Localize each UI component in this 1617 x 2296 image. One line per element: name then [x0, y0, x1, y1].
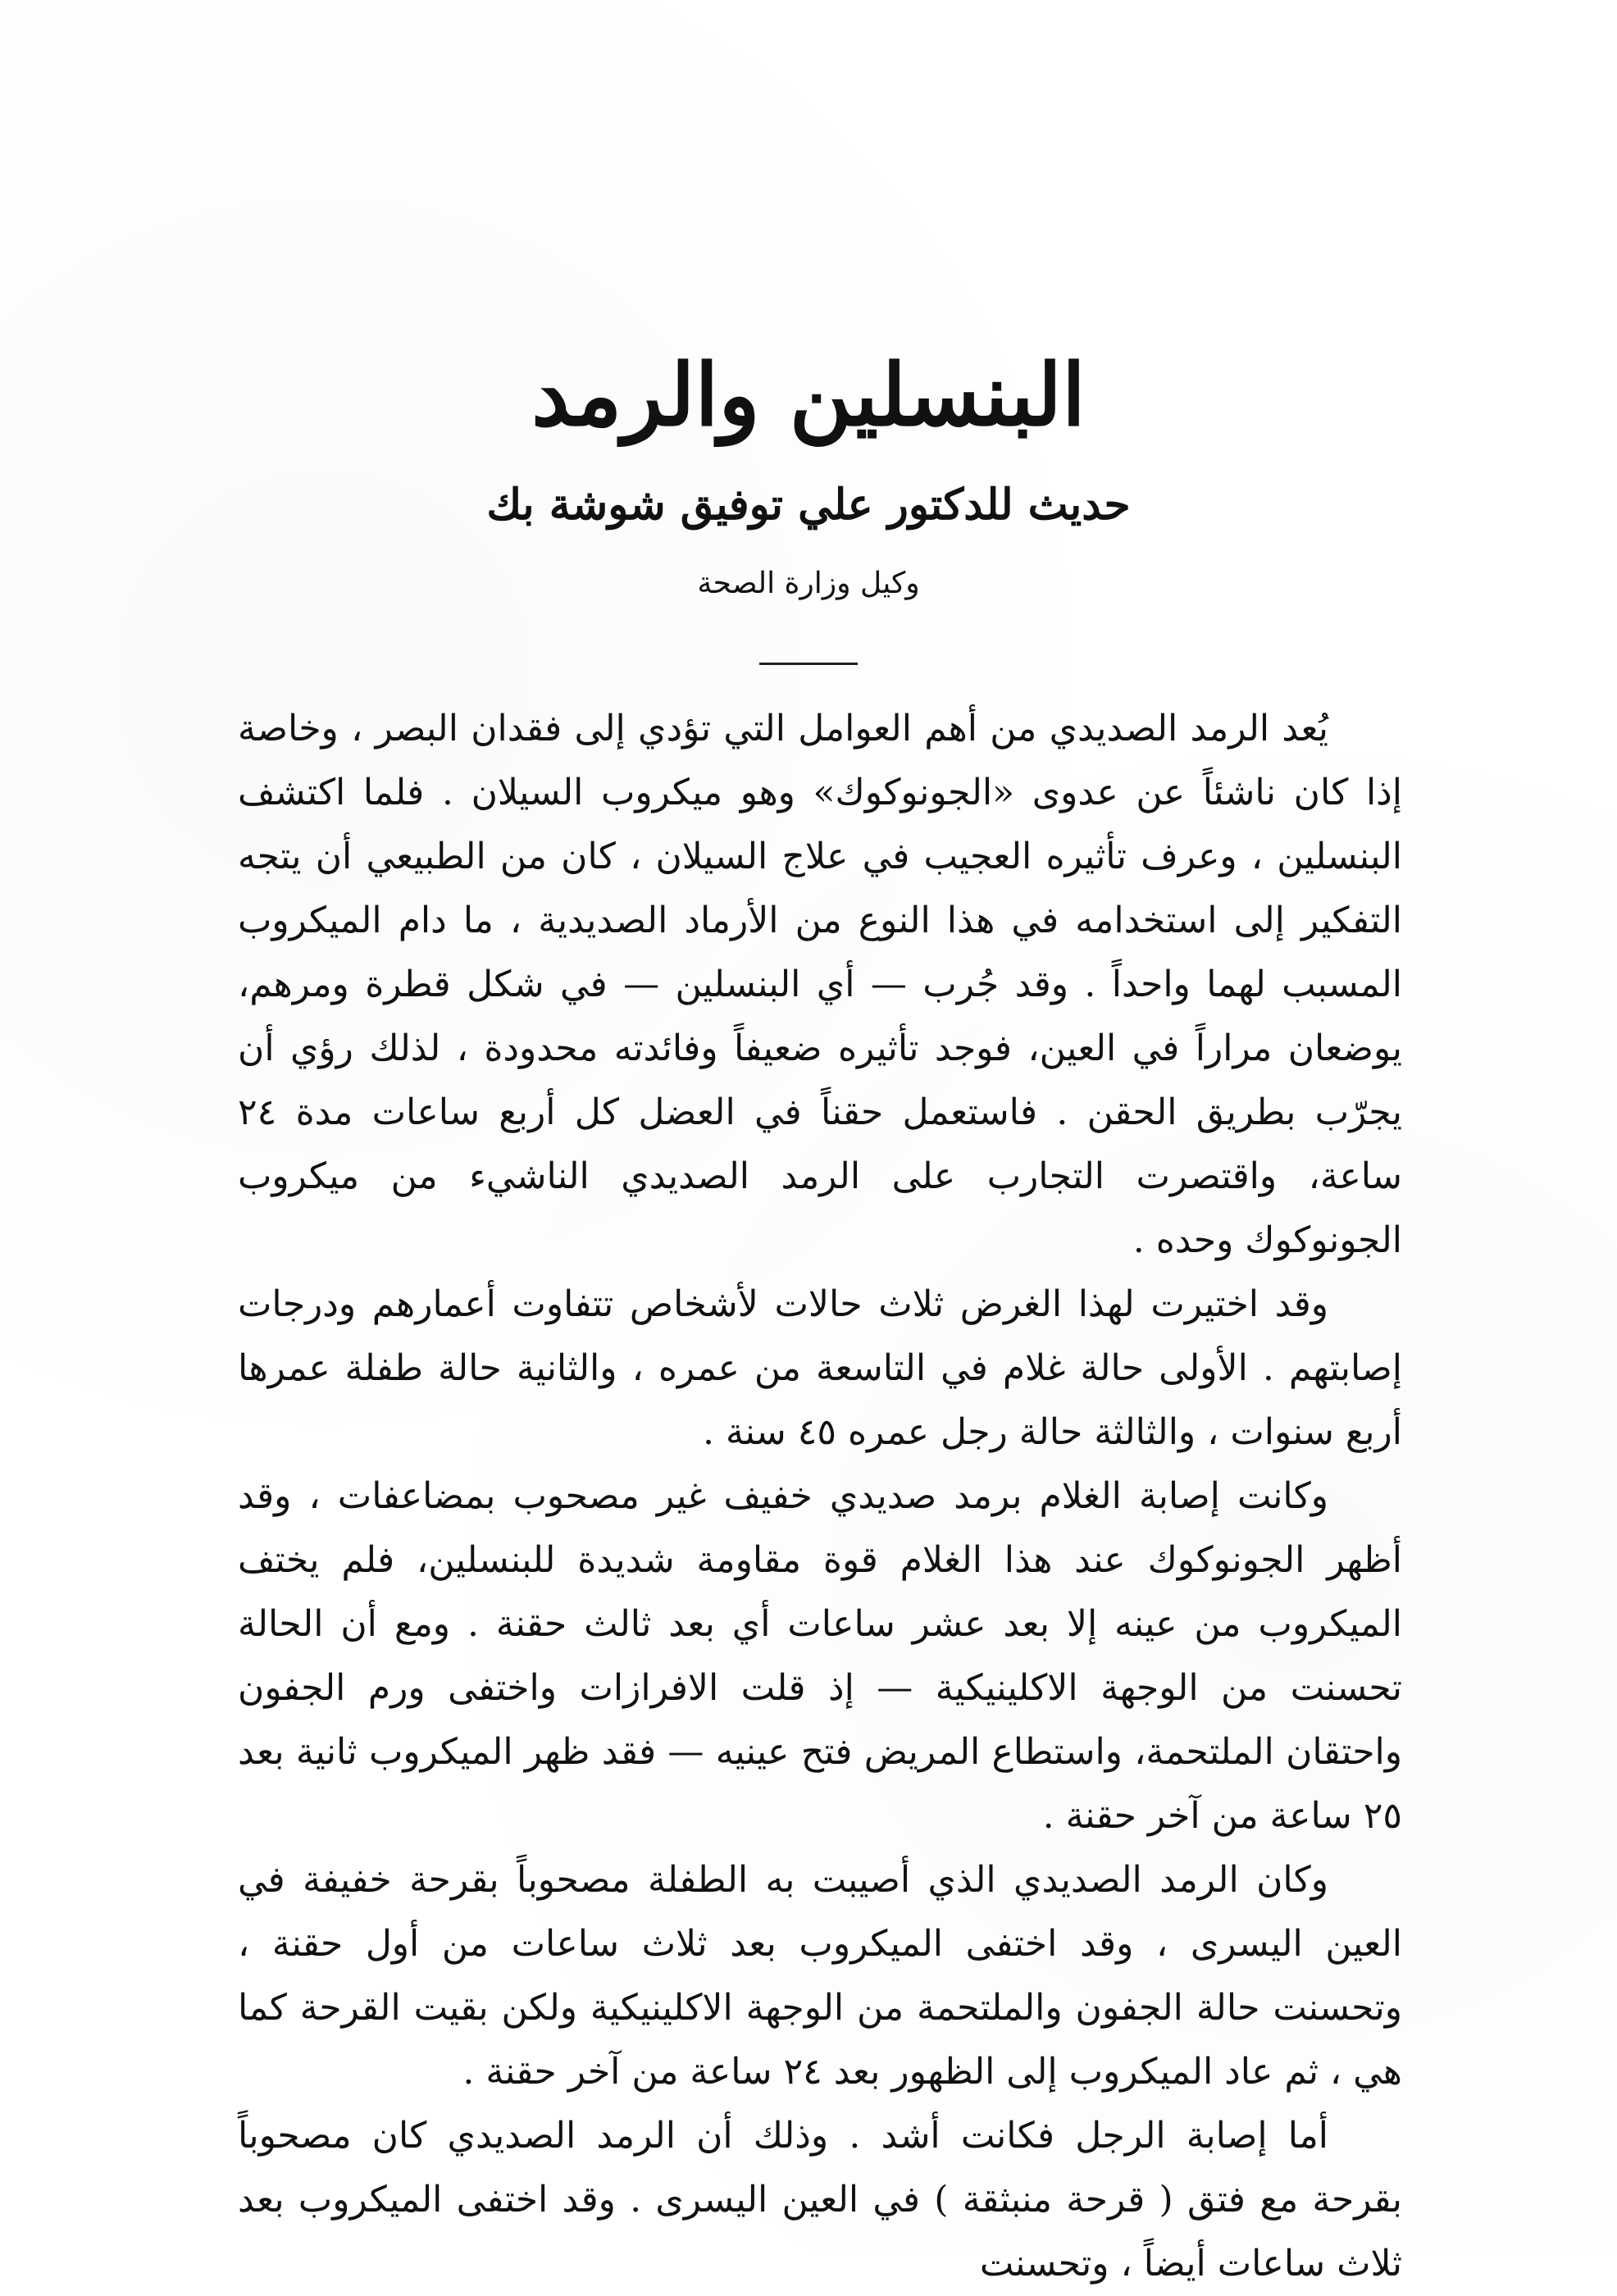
paragraph: وكانت إصابة الغلام برمد صديدي خفيف غير مصحوب بمضاعفات ، وقد أظهر الجونوكوك عند هذا الغلام قوة مقاومة شديدة للبنسلين، فلم يختف الميكروب من عينه إلا بعد عشر ساعات أي بعد ثالث حقنة . ومع أن الحالة تحسنت من الوجهة الاكلينيكية — إذ قلت الافرازات واختفى ورم الجفون واحتقان الملتحمة، واستطاع المريض فتح عينيه — فقد ظهر الميكروب ثانية بعد ٢٥ ساعة من آخر حقنة .: [238, 1475, 1402, 1837]
paragraph: وكان الرمد الصديدي الذي أصيبت به الطفلة مصحوباً بقرحة خفيفة في العين اليسرى ، وقد اختفى الميكروب بعد ثلاث ساعات من أول حقنة ، وتحسنت حالة الجفون والملتحمة من الوجهة الاكلينيكية ولكن بقيت القرحة كما هي ، ثم عاد الميكروب إلى الظهور بعد ٢٤ ساعة من آخر حقنة .: [238, 1859, 1402, 2093]
document-subtitle: حديث للدكتور علي توفيق شوشة بك: [486, 480, 1131, 530]
document-title: البنسلين والرمد: [531, 344, 1086, 445]
paragraph: وقد اختيرت لهذا الغرض ثلاث حالات لأشخاص تتفاوت أعمارهم ودرجات إصابتهم . الأولى حالة غلام في التاسعة من عمره ، والثانية حالة طفلة عمرها أربع سنوات ، والثالثة حالة رجل عمره ٤٥ سنة .: [238, 1283, 1402, 1453]
paragraph: يُعد الرمد الصديدي من أهم العوامل التي تؤدي إلى فقدان البصر ، وخاصة إذا كان ناشئاً عن عدوى «الجونوكوك» وهو ميكروب السيلان . فلما اكتشف البنسلين ، وعرف تأثيره العجيب في علاج السيلان ، كان من الطبيعي أن يتجه التفكير إلى استخدامه في هذا النوع من الأرماد الصديدية ، ما دام الميكروب المسبب لهما واحداً . وقد جُرب — أي البنسلين — في شكل قطرة ومرهم، يوضعان مراراً في العين، فوجد تأثيره ضعيفاً وفائدته محدودة ، لذلك رؤي أن يجرّب بطريق الحقن . فاستعمل حقناً في العضل كل أربع ساعات مدة ٢٤ ساعة، واقتصرت التجارب على الرمد الصديدي الناشيء من ميكروب الجونوكوك وحده .: [238, 708, 1402, 1261]
paragraph: أما إصابة الرجل فكانت أشد . وذلك أن الرمد الصديدي كان مصحوباً بقرحة مع فتق ( قرحة منبثقة ) في العين اليسرى . وقد اختفى الميكروب بعد ثلاث ساعات أيضاً ، وتحسنت: [238, 2115, 1402, 2285]
document-body: [238, 697, 1402, 2296]
author-role: وكيل وزارة الصحة: [697, 567, 920, 600]
title-divider: [759, 663, 858, 665]
